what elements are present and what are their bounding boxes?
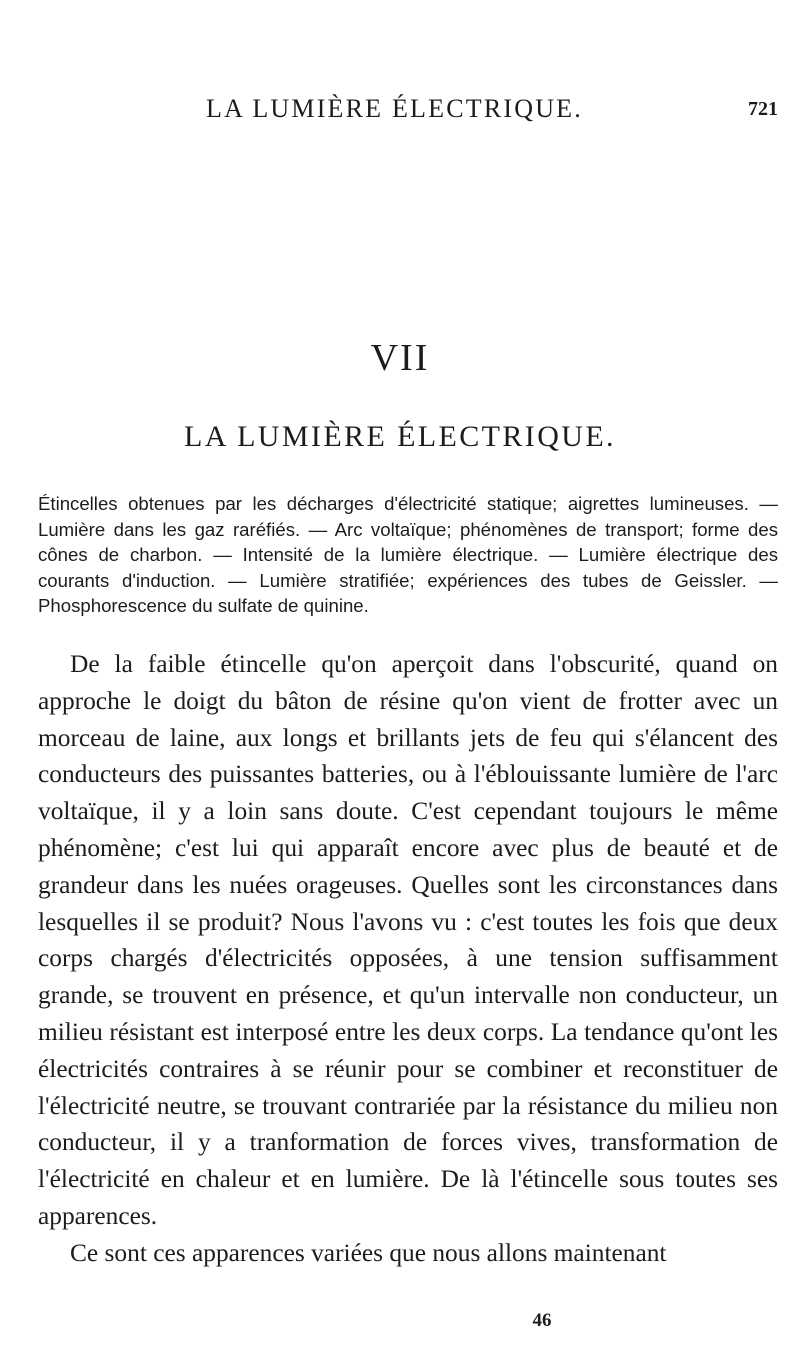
page-number: 721 [748, 98, 778, 120]
chapter-title: LA LUMIÈRE ÉLECTRIQUE. [184, 420, 616, 453]
running-head [0, 94, 800, 134]
running-title: LA LUMIÈRE ÉLECTRIQUE. [206, 94, 583, 123]
paragraph-2: Ce sont ces apparences variées que nous allons maintenant [70, 1238, 667, 1267]
chapter-summary: Étincelles obtenues par les décharges d'électricité statique; aigrettes lumineuses. — Lumière dans les gaz raréfiés. — Arc voltaïque; phénomènes de transport; forme des cônes de charbon. — Intensité de la lumière électrique. — Lumière électrique des courants d'induction. — Lumière stratifiée; expériences des tubes de Geissler. — Phosphorescence du sulfate de quinine. [38, 493, 778, 617]
body-text [38, 646, 778, 1272]
chapter-number: VII [370, 337, 430, 379]
signature-mark: 46 [532, 1310, 552, 1331]
paragraph-1: De la faible étincelle qu'on aperçoit dans l'obscurité, quand on approche le doigt du bâton de résine qu'on vient de frotter avec un morceau de laine, aux longs et brillants jets de feu qui s'élancent des conducteurs des puissantes batteries, ou à l'éblouissante lumière de l'arc voltaïque, il y a loin sans doute. C'est cependant toujours le même phénomène; c'est lui qui apparaît encore avec plus de beauté et de grandeur dans les nuées orageuses. Quelles sont les circonstances dans lesquelles il se produit? Nous l'avons vu : c'est toutes les fois que deux corps chargés d'électricités opposées, à une tension suffisamment grande, se trouvent en présence, et qu'un intervalle non conducteur, un milieu résistant est interposé entre les deux corps. La tendance qu'ont les électricités contraires à se réunir pour se combiner et reconstituer de l'électricité neutre, se trouvant contrariée par la résistance du milieu non conducteur, il y a tranformation de forces vives, transformation de l'électricité en chaleur et en lumière. De là l'étincelle sous toutes ses apparences. [38, 650, 778, 1230]
